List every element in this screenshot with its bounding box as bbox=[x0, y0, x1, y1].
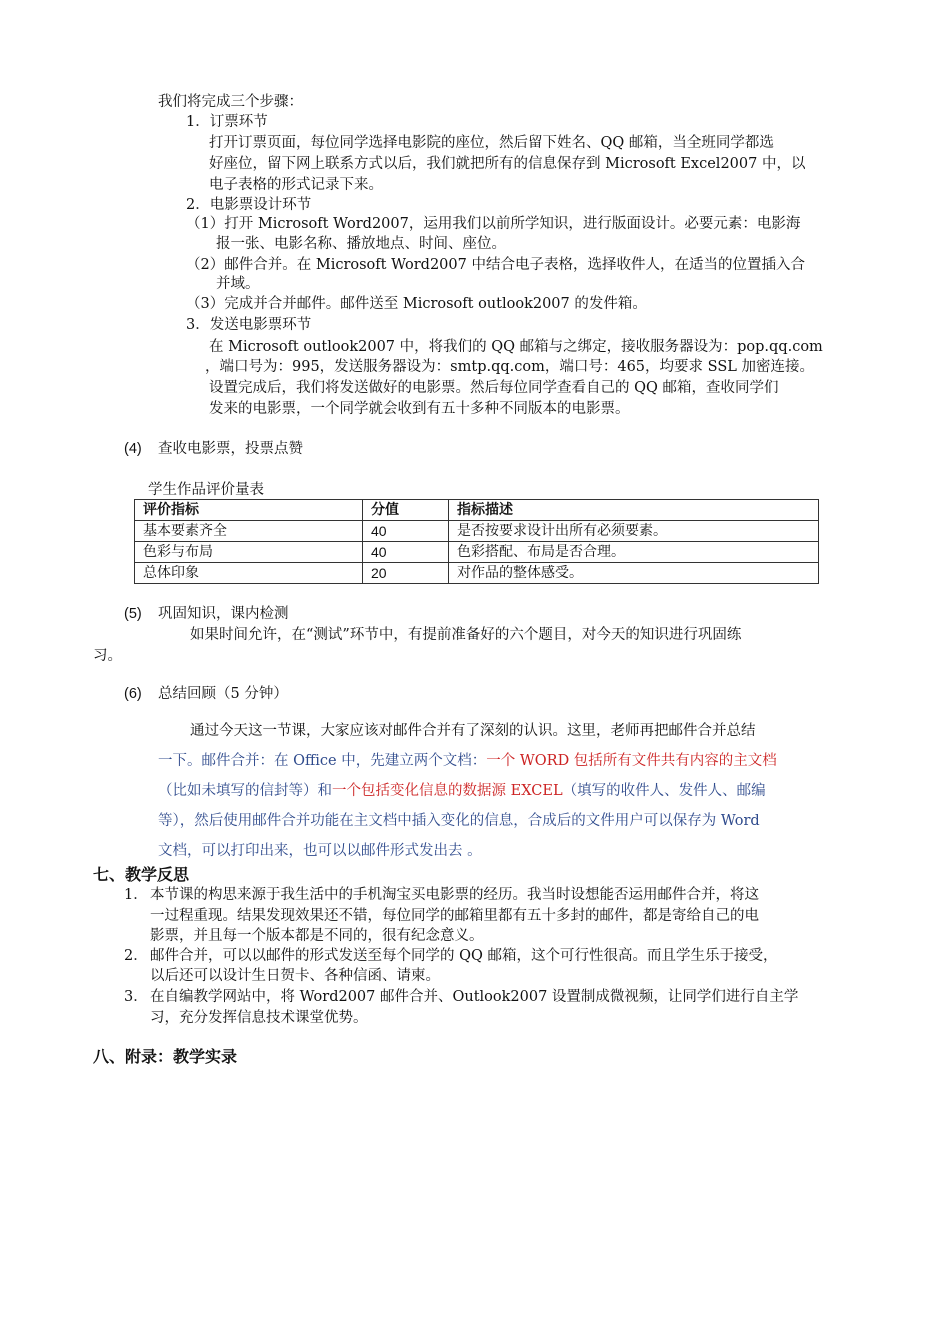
evaluation-table bbox=[134, 499, 819, 584]
table-row bbox=[135, 542, 819, 563]
reflection-item-num: 3． bbox=[124, 989, 148, 1005]
section-6-heading: (6) 总结回顾（5 分钟） bbox=[124, 686, 288, 702]
step-2-item: （1）打开 Microsoft Word2007，运用我们以前所学知识，进行版面设计。必要元素：电影海 bbox=[186, 216, 801, 232]
step-1-line: 电子表格的形式记录下来。 bbox=[209, 177, 383, 193]
step-3-line: 发来的电影票，一个同学就会收到有五十多种不同版本的电影票。 bbox=[209, 401, 630, 417]
reflection-line: 习，充分发挥信息技术课堂优势。 bbox=[150, 1010, 368, 1026]
summary-line: （比如未填写的信封等）和一个包括变化信息的数据源 EXCEL（填写的收件人、发件人、邮编 bbox=[158, 783, 766, 799]
step-3-heading: 3．发送电影票环节 bbox=[186, 317, 312, 333]
table-header-row bbox=[135, 500, 819, 521]
table-header-cell: 评价指标 bbox=[135, 500, 363, 521]
table-cell: 总体印象 bbox=[135, 563, 363, 584]
intro-text: 我们将完成三个步骤： bbox=[158, 94, 303, 110]
table-cell: 对作品的整体感受。 bbox=[449, 563, 819, 584]
appendix-heading: 八、附录：教学实录 bbox=[93, 1047, 238, 1066]
step-3-line: 在 Microsoft outlook2007 中，将我们的 QQ 邮箱与之绑定，接收服务器设为：pop.qq.com bbox=[209, 339, 823, 355]
summary-line: 文档，可以打印出来，也可以以邮件形式发出去 。 bbox=[158, 843, 482, 859]
table-cell: 色彩与布局 bbox=[135, 542, 363, 563]
step-2-item-cont: 并域。 bbox=[216, 276, 260, 292]
step-3-line: 设置完成后，我们将发送做好的电影票。然后每位同学查看自己的 QQ 邮箱，查收同学们 bbox=[209, 380, 779, 396]
table-cell: 色彩搭配、布局是否合理。 bbox=[449, 542, 819, 563]
section-5-heading: (5) 巩固知识，课内检测 bbox=[124, 606, 289, 622]
section-5-line: 如果时间允许，在“测试”环节中，有提前准备好的六个题目，对今天的知识进行巩固练 bbox=[190, 627, 742, 643]
reflection-line: 以后还可以设计生日贺卡、各种信函、请柬。 bbox=[150, 968, 440, 984]
step-2-item: （2）邮件合并。在 Microsoft Word2007 中结合电子表格，选择收件人，在适当的位置插入合 bbox=[186, 257, 805, 273]
summary-line: 一下。邮件合并：在 Office 中，先建立两个文档：一个 WORD 包括所有文件共有内容的主文档 bbox=[158, 753, 777, 769]
step-2-item-cont: 报一张、电影名称、播放地点、时间、座位。 bbox=[216, 236, 506, 252]
section-4-heading: (4) 查收电影票，投票点赞 bbox=[124, 441, 303, 457]
table-caption: 学生作品评价量表 bbox=[148, 482, 264, 498]
reflection-heading: 七、教学反思 bbox=[93, 865, 190, 884]
table-cell: 40 bbox=[363, 542, 449, 563]
reflection-line: 一过程重现。结果发现效果还不错，每位同学的邮箱里都有五十多封的邮件，都是寄给自己的电 bbox=[150, 908, 759, 924]
table-header-cell: 指标描述 bbox=[449, 500, 819, 521]
table-cell: 基本要素齐全 bbox=[135, 521, 363, 542]
reflection-line: 影票，并且每一个版本都是不同的，很有纪念意义。 bbox=[150, 928, 484, 944]
reflection-item-num: 1． bbox=[124, 887, 148, 903]
step-3-line: ，端口号为：995，发送服务器设为：smtp.qq.com，端口号：465，均要求 SSL 加密连接。 bbox=[205, 359, 814, 375]
section-5-line: 习。 bbox=[93, 648, 122, 664]
reflection-line: 本节课的构思来源于我生活中的手机淘宝买电影票的经历。我当时设想能否运用邮件合并，将这 bbox=[150, 887, 759, 903]
table-header-cell: 分值 bbox=[363, 500, 449, 521]
table-cell: 20 bbox=[363, 563, 449, 584]
step-2-item: （3）完成并合并邮件。邮件送至 Microsoft outlook2007 的发件箱。 bbox=[186, 296, 647, 312]
table-row bbox=[135, 521, 819, 542]
step-2-heading: 2．电影票设计环节 bbox=[186, 197, 312, 213]
step-1-line: 打开订票页面，每位同学选择电影院的座位，然后留下姓名、QQ 邮箱，当全班同学都选 bbox=[209, 135, 774, 151]
table-row bbox=[135, 563, 819, 584]
reflection-item-num: 2． bbox=[124, 948, 148, 964]
step-1-heading: 1．订票环节 bbox=[186, 114, 268, 130]
reflection-line: 在自编教学网站中，将 Word2007 邮件合并、Outlook2007 设置制成微视频，让同学们进行自主学 bbox=[150, 989, 799, 1005]
summary-line: 等），然后使用邮件合并功能在主文档中插入变化的信息，合成后的文件用户可以保存为 Word bbox=[158, 813, 760, 829]
table-cell: 40 bbox=[363, 521, 449, 542]
summary-line: 通过今天这一节课，大家应该对邮件合并有了深刻的认识。这里，老师再把邮件合并总结 bbox=[190, 723, 756, 739]
reflection-line: 邮件合并，可以以邮件的形式发送至每个同学的 QQ 邮箱，这个可行性很高。而且学生乐于接受， bbox=[150, 948, 778, 964]
step-1-line: 好座位，留下网上联系方式以后，我们就把所有的信息保存到 Microsoft Excel2007 中，以 bbox=[209, 156, 806, 172]
table-cell: 是否按要求设计出所有必须要素。 bbox=[449, 521, 819, 542]
